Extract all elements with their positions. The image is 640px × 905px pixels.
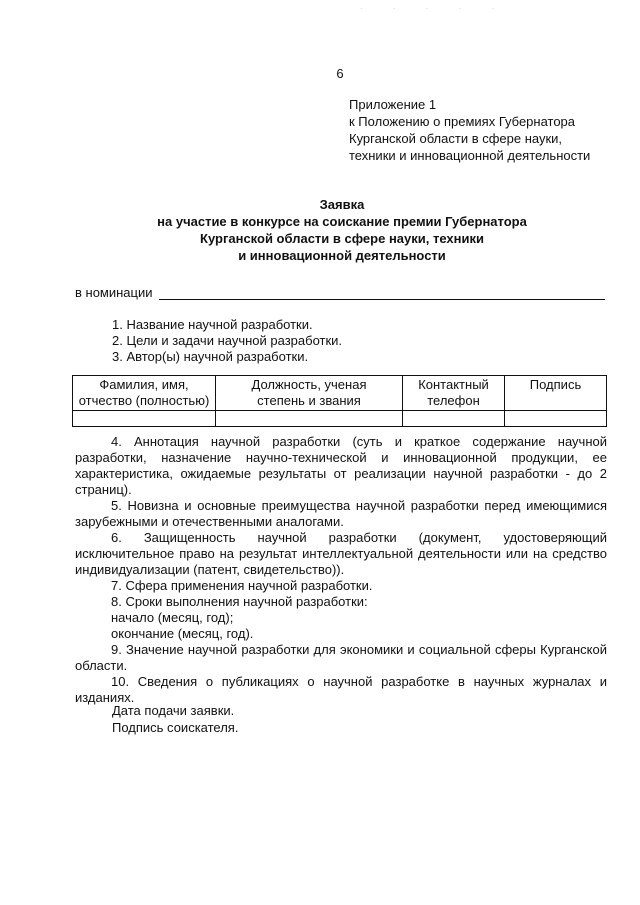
appendix-line: техники и инновационной деятельности [349, 148, 591, 163]
table-header-row [73, 376, 607, 411]
appendix-note [349, 96, 590, 164]
title-line: на участие в конкурсе на соискание премии Губернатора [157, 214, 527, 229]
document-title [80, 196, 604, 264]
appendix-line: к Положению о премиях Губернатора [349, 114, 576, 129]
table-row [73, 411, 607, 427]
header-text: телефон [427, 393, 480, 408]
page-number: 6 [336, 66, 344, 81]
scan-specks: · · · · · [360, 4, 509, 13]
table-cell [216, 411, 403, 427]
list-item: 2. Цели и задачи научной разработки. [112, 333, 343, 348]
list-item: 5. Новизна и основные преимущества научной разработки перед имеющимися зарубежными и отечественными аналогами. [75, 498, 607, 529]
items-main-list [75, 434, 607, 706]
header-text: Должность, ученая [251, 377, 367, 392]
header-text: Фамилия, имя, [99, 377, 189, 392]
column-header-phone [403, 376, 505, 411]
nomination-label: в номинации [75, 285, 153, 300]
nomination-blank-line [159, 285, 605, 300]
list-item: окончание (месяц, год). [111, 626, 254, 641]
list-item: 6. Защищенность научной разработки (документ, удостоверяющий исключительное право на результат интеллектуальной деятельности или на средство индивидуализации (патент, свидетельство)). [75, 530, 607, 577]
column-header-name [73, 376, 216, 411]
list-item: 1. Название научной разработки. [112, 317, 313, 332]
authors-table [72, 375, 607, 427]
table-cell [403, 411, 505, 427]
nomination-row [75, 285, 605, 300]
list-item: 8. Сроки выполнения научной разработки: [111, 594, 368, 609]
list-item: начало (месяц, год); [111, 610, 234, 625]
list-item: 7. Сфера применения научной разработки. [111, 578, 373, 593]
table-cell [505, 411, 607, 427]
list-item: 3. Автор(ы) научной разработки. [112, 349, 309, 364]
applicant-signature-label: Подпись соискателя. [112, 720, 239, 735]
header-text: Контактный [418, 377, 489, 392]
list-item: 4. Аннотация научной разработки (суть и краткое содержание научной разработки, назначение научно-технической и инновационной продукции, ее характеристика, ожидаемые результаты от реализации научной разработки - до 2 страниц). [75, 434, 607, 497]
list-item: 10. Сведения о публикациях о научной разработке в научных журналах и изданиях. [75, 674, 607, 705]
title-line: и инновационной деятельности [238, 248, 446, 263]
appendix-line: Курганской области в сфере науки, [349, 131, 563, 146]
column-header-signature [505, 376, 607, 411]
signature-block [112, 702, 238, 736]
list-item: 9. Значение научной разработки для экономики и социальной сферы Курганской области. [75, 642, 607, 673]
header-text: отчество (полностью) [78, 393, 210, 408]
title-line: Курганской области в сфере науки, техники [200, 231, 484, 246]
header-text: Подпись [529, 377, 582, 392]
appendix-line: Приложение 1 [349, 97, 437, 112]
table-cell [73, 411, 216, 427]
items-top-list [112, 317, 342, 365]
column-header-position [216, 376, 403, 411]
submission-date-label: Дата подачи заявки. [112, 703, 235, 718]
header-text: степень и звания [257, 393, 361, 408]
title-line: Заявка [319, 197, 365, 212]
